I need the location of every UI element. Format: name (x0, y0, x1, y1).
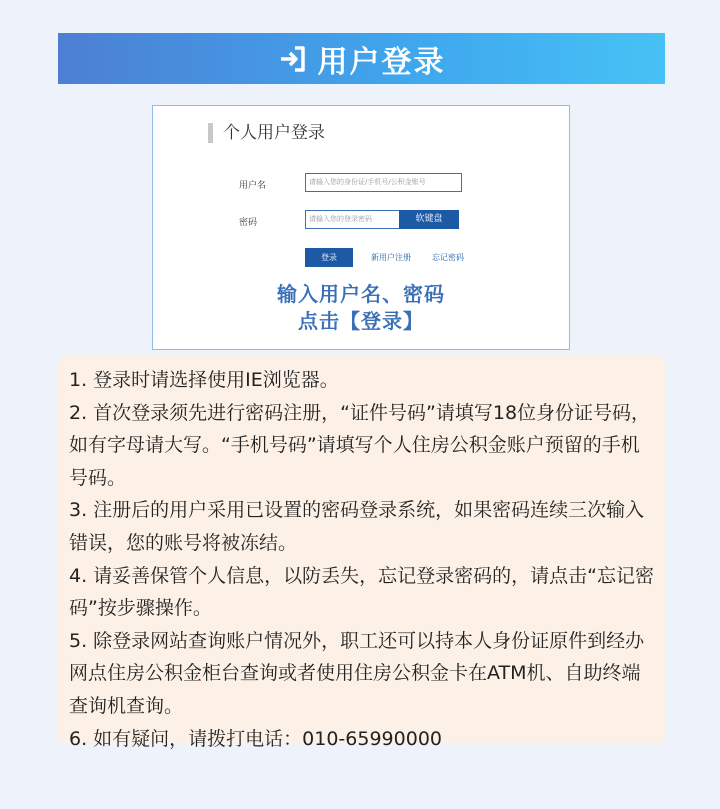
login-screenshot (152, 105, 570, 350)
password-input[interactable]: 请输入您的登录密码 (305, 210, 401, 229)
hint-line-1: 输入用户名、密码 (277, 282, 445, 306)
note-item: 2. 首次登录须先进行密码注册，“证件号码”请填写18位身份证号码，如有字母请大写。“手机号码”请填写个人住房公积金账户预留的手机号码。 (69, 401, 651, 489)
forgot-password-link[interactable]: 忘记密码 (432, 253, 464, 262)
username-label: 用户名 (239, 181, 267, 191)
note-item: 1. 登录时请选择使用IE浏览器。 (69, 369, 339, 391)
login-form-title: 个人用户登录 (208, 123, 325, 143)
note-item: 5. 除登录网站查询账户情况外，职工还可以持本人身份证原件到经办网点住房公积金柜台查询或者使用住房公积金卡在ATM机、自助终端查询机查询。 (69, 629, 645, 717)
register-link[interactable]: 新用户注册 (371, 253, 411, 262)
banner-title: 用户登录 (317, 44, 446, 80)
note-item: 6. 如有疑问，请拨打电话：010-65990000 (69, 727, 442, 750)
hint-line-2: 点击【登录】 (298, 309, 424, 333)
soft-keyboard-button[interactable]: 软键盘 (399, 210, 459, 229)
note-item: 3. 注册后的用户采用已设置的密码登录系统，如果密码连续三次输入错误，您的账号将被冻结。 (69, 499, 645, 554)
password-label: 密码 (239, 218, 258, 228)
username-input[interactable]: 请输入您的身份证/手机号/公积金账号 (305, 173, 462, 192)
login-arrow-icon (278, 44, 308, 74)
login-button[interactable]: 登录 (305, 248, 353, 267)
note-item: 4. 请妥善保管个人信息，以防丢失，忘记登录密码的，请点击“忘记密码”按步骤操作。 (69, 564, 655, 620)
header-banner (58, 33, 665, 84)
notes-panel (58, 356, 665, 750)
